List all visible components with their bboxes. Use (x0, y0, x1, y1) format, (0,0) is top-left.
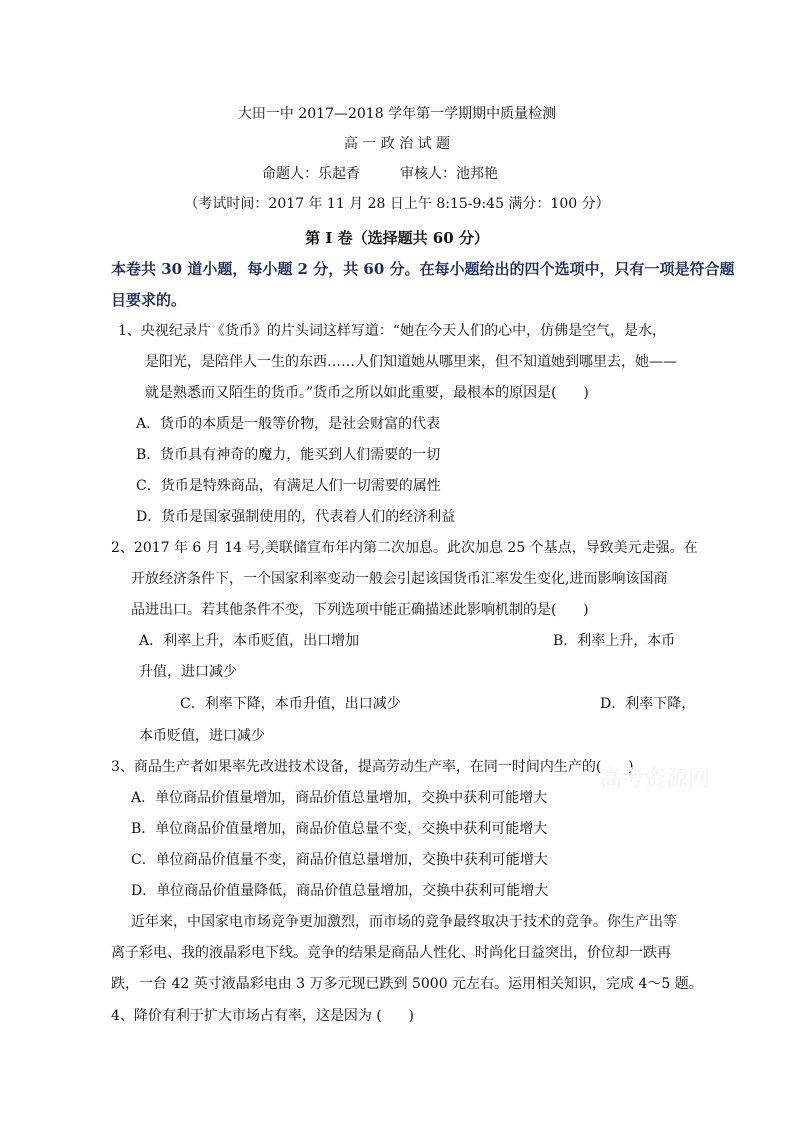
section-title: 第 I 卷（选择题共 60 分） (305, 229, 489, 247)
subject-title: 高 一 政 治 试 题 (343, 136, 451, 152)
author-label: 命题人：乐起香 (262, 166, 360, 182)
question-stem-line: 是阳光，是陪伴人一生的东西……人们知道她从哪里来，但不知道她到哪里去，她—— (145, 354, 677, 370)
passage-line: 离子彩电、我的液晶彩电下线。竞争的结果是商品人性化、时尚化日益突出，价位却一跌再 (111, 945, 671, 961)
question-4-stem: 4、降价有利于扩大市场占有率，这是因为 ( ) (111, 1008, 414, 1024)
exam-info: （考试时间：2017 年 11 月 28 日上午 8:15-9:45 满分：100 分） (184, 196, 610, 212)
option-c: C．利率下降，本币升值，出口减少 (180, 696, 401, 712)
exam-title: 大田一中 2017—2018 学年第一学期期中质量检测 (237, 106, 557, 122)
option-a: A．货币的本质是一般等价物，是社会财富的代表 (136, 416, 441, 432)
option-d-continued: 本币贬值，进口减少 (139, 728, 265, 744)
option-a: A．单位商品价值量增加，商品价值总量增加，交换中获利可能增大 (131, 790, 548, 806)
question-stem-line: 品进出口。若其他条件不变，下列选项中能正确描述此影响机制的是( ) (131, 602, 589, 618)
option-d: D．利率下降， (600, 696, 696, 712)
option-d: D．单位商品价值量降低，商品价值总量增加，交换中获利可能增大 (131, 883, 549, 899)
option-d: D．货币是国家强制使用的，代表着人们的经济利益 (136, 509, 456, 525)
section-instructions-line-2: 目要求的。 (111, 291, 187, 309)
option-c: C．单位商品价值量不变，商品价值总量增加，交换中获利可能增大 (131, 852, 548, 868)
question-stem-line: 1、央视纪录片《货币》的片头词这样写道：“她在今天人们的心中，仿佛是空气，是水， (118, 323, 667, 339)
option-b-continued: 升值，进口减少 (139, 664, 237, 680)
question-stem-line: 3、商品生产者如果率先改进技术设备，提高劳动生产率，在同一时间内生产的( ) (111, 759, 634, 775)
option-a: A．利率上升，本币贬值，出口增加 (139, 633, 360, 649)
option-b: B．货币具有神奇的魔力，能买到人们需要的一切 (136, 447, 441, 463)
option-b: B．单位商品价值量增加，商品价值总量不变，交换中获利可能增大 (131, 821, 548, 837)
question-stem-line: 开放经济条件下，一个国家利率变动一般会引起该国货币汇率发生变化,进而影响该国商 (131, 571, 668, 587)
reviewer-label: 审核人：池邦艳 (400, 166, 498, 182)
passage-line: 跌，一台 42 英寸液晶彩电由 3 万多元现已跌到 5000 元左右。运用相关知识，完成 4～5 题。 (111, 976, 703, 992)
question-stem-line: 2、2017 年 6 月 14 号,美联储宣布年内第二次加息。此次加息 25 个基点，导致美元走强。在 (111, 540, 698, 556)
option-c: C．货币是特殊商品，有满足人们一切需要的属性 (136, 478, 441, 494)
question-stem-line: 就是熟悉而又陌生的货币。”货币之所以如此重要，最根本的原因是( ) (145, 385, 589, 401)
section-instructions-line-1: 本卷共 30 道小题，每小题 2 分，共 60 分。在每小题给出的四个选项中，只有一项是符合题 (111, 260, 735, 278)
option-b: B．利率上升，本币 (553, 633, 676, 649)
passage-line: 近年来，中国家电市场竞争更加激烈，而市场的竞争最终取决于技术的竞争。你生产出等 (131, 914, 677, 930)
watermark: 高考资源网 (600, 767, 711, 792)
